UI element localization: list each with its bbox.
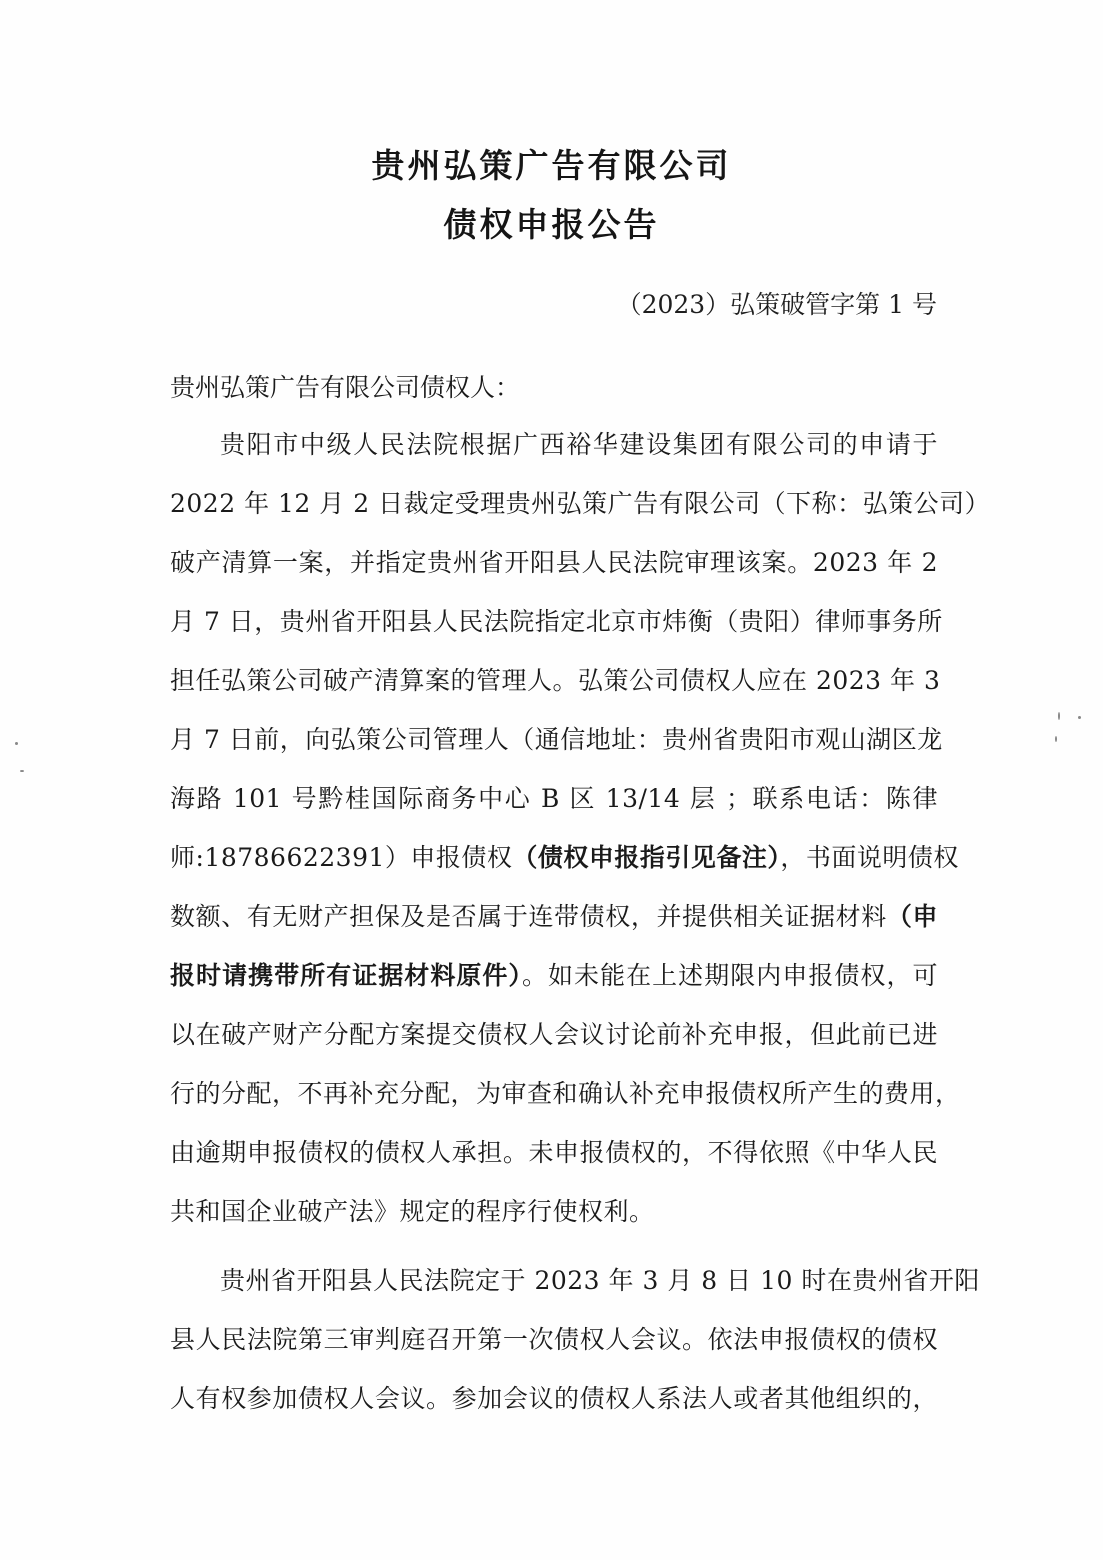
paragraph-line: 以在破产财产分配方案提交债权人会议讨论前补充申报，但此前已进: [170, 1020, 938, 1049]
paragraph-line: 破产清算一案，并指定贵州省开阳县人民法院审理该案。2023 年 2: [170, 548, 938, 577]
paragraph-line: 贵州省开阳县人民法院定于 2023 年 3 月 8 日 10 时在贵州省开阳: [220, 1266, 980, 1295]
paragraph-line: [170, 841, 959, 875]
scan-speck: [1078, 716, 1081, 719]
paragraph-line: 共和国企业破产法》规定的程序行使权利。: [170, 1197, 655, 1226]
text-span: 数额、有无财产担保及是否属于连带债权，并提供相关证据材料: [170, 902, 887, 931]
scan-speck: [1055, 736, 1057, 742]
paragraph-line: 由逾期申报债权的债权人承担。未申报债权的，不得依照《中华人民: [170, 1138, 938, 1167]
paragraph-line: [170, 900, 938, 934]
paragraph-line: 2022 年 12 月 2 日裁定受理贵州弘策广告有限公司（下称：弘策公司）: [170, 489, 991, 518]
paragraph-line: 海路 101 号黔桂国际商务中心 B 区 13/14 层 ；联系电话：陈律: [170, 784, 938, 813]
notice-title: 债权申报公告: [443, 205, 660, 244]
company-title: 贵州弘策广告有限公司: [371, 146, 732, 185]
paragraph-line: 月 7 日，贵州省开阳县人民法院指定北京市炜衡（贵阳）律师事务所: [170, 607, 943, 636]
scan-speck: [20, 770, 24, 772]
paragraph-line: 行的分配，不再补充分配，为审查和确认补充申报债权所产生的费用，: [170, 1079, 961, 1108]
paragraph-line: 贵阳市中级人民法院根据广西裕华建设集团有限公司的申请于: [220, 430, 938, 459]
paragraph-line: 月 7 日前，向弘策公司管理人（通信地址：贵州省贵阳市观山湖区龙: [170, 725, 943, 754]
bold-note: （债权申报指引见备注）: [512, 843, 781, 872]
scan-speck: [15, 742, 18, 745]
text-span: 师:18786622391）申报债权: [170, 843, 513, 872]
scan-speck: [1058, 712, 1060, 720]
paragraph-line: [170, 959, 938, 993]
text-span: 。如未能在上述期限内申报债权，可: [521, 961, 938, 990]
paragraph-line: 担任弘策公司破产清算案的管理人。弘策公司债权人应在 2023 年 3: [170, 666, 941, 695]
addressee: 贵州弘策广告有限公司债权人：: [170, 373, 521, 402]
text-span: ，书面说明债权: [780, 843, 959, 872]
paragraph-line: 县人民法院第三审判庭召开第一次债权人会议。依法申报债权的债权: [170, 1325, 938, 1354]
bold-note: （申: [886, 902, 938, 931]
document-number: （2023）弘策破管字第 1 号: [616, 290, 937, 319]
paragraph-line: 人有权参加债权人会议。参加会议的债权人系法人或者其他组织的，: [170, 1384, 938, 1413]
bold-note: 报时请携带所有证据材料原件）: [170, 961, 522, 990]
